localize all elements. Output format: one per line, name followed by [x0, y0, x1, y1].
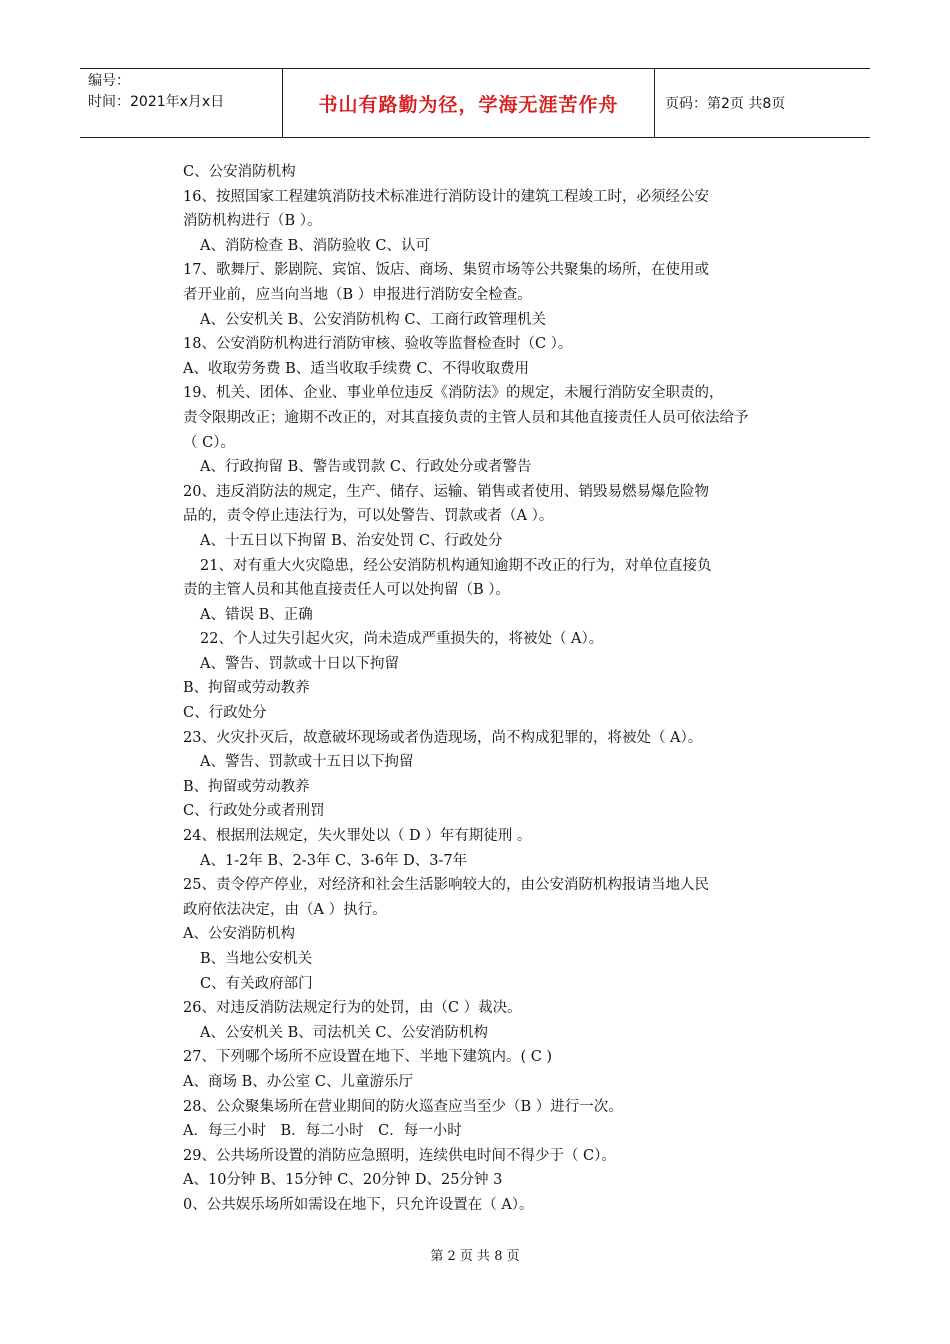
text-line: 19、机关、团体、企业、事业单位违反《消防法》的规定，未履行消防安全职责的， — [183, 385, 724, 402]
text-line: 25、责令停产停业，对经济和社会生活影响较大的，由公安消防机构报请当地人民 — [183, 877, 709, 894]
text-line: 者开业前，应当向当地（B ）申报进行消防安全检查。 — [183, 286, 532, 303]
text-line: 16、按照国家工程建筑消防技术标准进行消防设计的建筑工程竣工时，必须经公安 — [183, 188, 709, 205]
text-line: A、公安消防机构 — [183, 926, 295, 943]
text-line: A、公安机关 B、司法机关 C、公安消防机构 — [200, 1024, 488, 1041]
text-line: A、公安机关 B、公安消防机构 C、工商行政管理机关 — [200, 311, 546, 328]
text-line: C、公安消防机构 — [183, 164, 296, 180]
text-line: B、拘留或劳动教养 — [183, 680, 310, 697]
text-line: A、警告、罚款或十日以下拘留 — [200, 655, 399, 672]
text-line: 18、公安消防机构进行消防审核、验收等监督检查时（C ）。 — [183, 336, 573, 353]
text-line: 17、歌舞厅、影剧院、宾馆、饭店、商场、集贸市场等公共聚集的场所，在使用或 — [183, 262, 709, 279]
text-line: A、错误 B、正确 — [200, 606, 313, 623]
text-line: A、十五日以下拘留 B、治安处罚 C、行政处分 — [200, 532, 503, 549]
text-line: A、10分钟 B、15分钟 C、20分钟 D、25分钟 3 — [183, 1172, 503, 1189]
text-line: 28、公众聚集场所在营业期间的防火巡查应当至少（B ）进行一次。 — [183, 1098, 623, 1115]
page-header — [80, 68, 870, 138]
text-line: 21、对有重大火灾隐患，经公安消防机构通知逾期不改正的行为，对单位直接负 — [200, 557, 712, 574]
document-body — [0, 160, 950, 1218]
text-line: 品的，责令停止违法行为，可以处警告、罚款或者（A ）。 — [183, 508, 554, 525]
text-line: 消防机构进行（B ）。 — [183, 213, 322, 230]
text-line: （ C）。 — [183, 434, 235, 451]
text-line: A．每三小时 B．每二小时 C．每一小时 — [183, 1123, 462, 1140]
text-line: A、警告、罚款或十五日以下拘留 — [200, 754, 414, 771]
text-line: A、收取劳务费 B、适当收取手续费 C、不得收取费用 — [183, 360, 529, 377]
page-footer: 第 2 页 共 8 页 — [430, 1249, 520, 1264]
text-line: A、行政拘留 B、警告或罚款 C、行政处分或者警告 — [200, 459, 532, 476]
text-line: 26、对违反消防法规定行为的处罚，由（C ）裁决。 — [183, 1000, 522, 1017]
text-line: A、消防检查 B、消防验收 C、认可 — [200, 237, 430, 254]
text-line: 23、火灾扑灭后，故意破坏现场或者伪造现场，尚不构成犯罪的，将被处（ A）。 — [183, 729, 703, 746]
text-line: B、当地公安机关 — [200, 951, 313, 967]
text-line: 22、个人过失引起火灾，尚未造成严重损失的，将被处（ A）。 — [200, 631, 604, 648]
text-line: 政府依法决定，由（A ）执行。 — [183, 901, 387, 918]
header-page-label: 页码：第2页 共8页 — [665, 96, 786, 112]
text-line: B、拘留或劳动教养 — [183, 778, 310, 795]
text-line: 责令限期改正；逾期不改正的，对其直接负责的主管人员和其他直接责任人员可依法给予 — [183, 409, 749, 426]
header-meta — [80, 69, 283, 137]
text-line: 20、违反消防法的规定，生产、储存、运输、销售或者使用、销毁易燃易爆危险物 — [183, 483, 709, 500]
date-label: 时间：2021年x月x日 — [88, 94, 225, 110]
text-line: 责的主管人员和其他直接责任人可以处拘留（B ）。 — [183, 582, 511, 599]
header-motto: 书山有路勤为径，学海无涯苦作舟 — [283, 69, 655, 137]
text-line: A、1-2年 B、2-3年 C、3-6年 D、3-7年 — [200, 852, 468, 869]
text-line: A、商场 B、办公室 C、儿童游乐厅 — [183, 1073, 413, 1090]
text-line: C、行政处分 — [183, 705, 267, 722]
text-line: C、行政处分或者刑罚 — [183, 803, 325, 820]
text-line: C、有关政府部门 — [200, 975, 313, 992]
text-line: 27、下列哪个场所不应设置在地下、半地下建筑内。( C ) — [183, 1049, 553, 1066]
number-label: 编号： — [88, 73, 130, 89]
text-line: 29、公共场所设置的消防应急照明，连续供电时间不得少于（ C）。 — [183, 1147, 616, 1164]
text-line: 0、公共娱乐场所如需设在地下，只允许设置在（ A）。 — [183, 1196, 534, 1213]
text-line: 24、根据刑法规定，失火罪处以（ D ）年有期徒刑 。 — [183, 828, 532, 845]
